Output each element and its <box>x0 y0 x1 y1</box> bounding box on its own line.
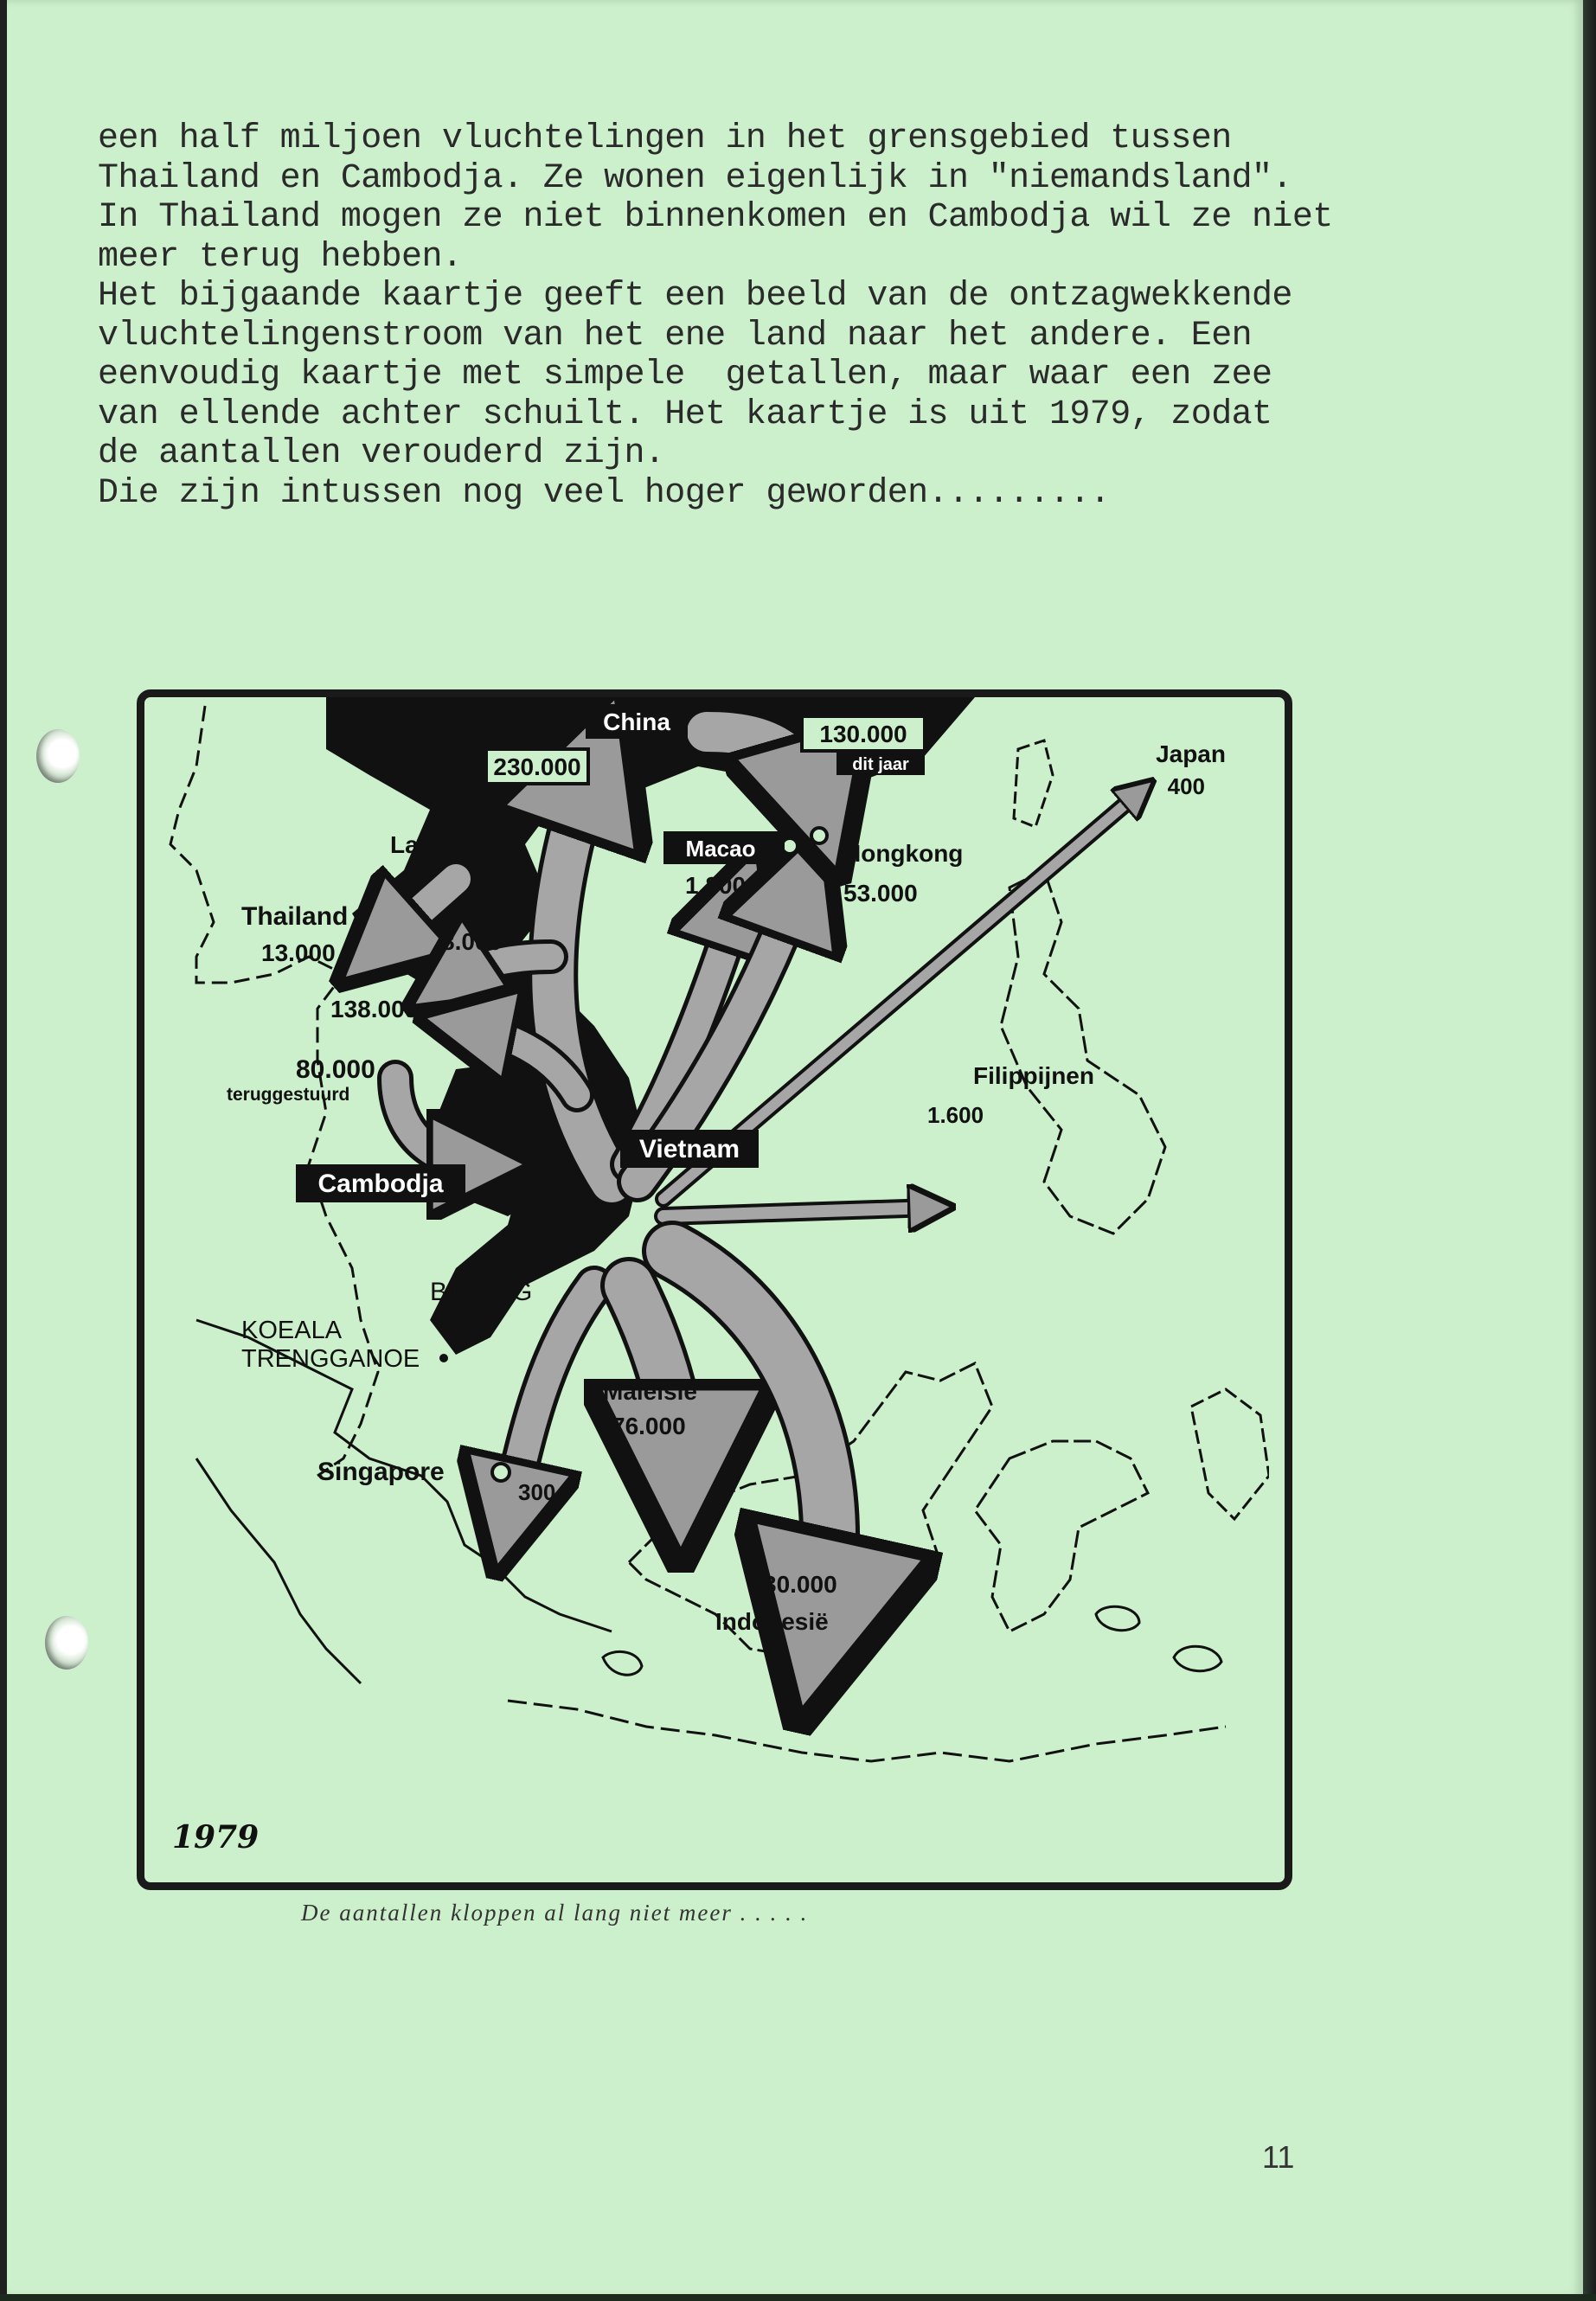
trengganoe-marker <box>439 1354 448 1362</box>
page-edge-bottom <box>0 2294 1596 2301</box>
map-svg <box>144 697 1269 1867</box>
coastline-sumatra <box>196 1458 361 1683</box>
china-label: China <box>603 708 670 735</box>
indonesie-label: Indonesië <box>715 1608 829 1635</box>
text-line: een half miljoen vluchtelingen in het grensgebied tussen <box>98 119 1232 158</box>
hongkong-label: Hongkong <box>843 840 964 867</box>
japan-label: Japan <box>1156 740 1226 767</box>
singapore-label: Singapore <box>317 1458 445 1486</box>
arrow-to-philippines <box>663 1208 932 1216</box>
refugee-map <box>137 689 1292 1890</box>
returned-label: teruggestuurd <box>227 1085 350 1105</box>
body-text <box>98 119 1378 513</box>
text-line: Thailand en Cambodja. Ze wonen eigenlijk in "niemandsland". <box>98 158 1292 198</box>
returned-count: 80.000 <box>296 1055 375 1084</box>
bidong-marker <box>469 1316 478 1324</box>
maleisie-count: 76.000 <box>612 1413 686 1439</box>
island-shape <box>603 1651 642 1675</box>
map-caption: De aantallen kloppen al lang niet meer . . . . . <box>301 1900 809 1926</box>
text-line: eenvoudig kaartje met simpele getallen, maar waar een zee <box>98 356 1272 394</box>
text-line: vluchtelingenstroom van het ene land naar het andere. Een <box>98 316 1253 356</box>
page-number: 11 <box>1262 2139 1295 2175</box>
text-line: meer terug hebben. <box>98 237 463 277</box>
hongkong-year-count: 130.000 <box>819 721 907 747</box>
thailand-count: 13.000 <box>261 939 336 966</box>
thailand-label: Thailand <box>241 902 349 931</box>
filippijnen-label: Filippijnen <box>973 1062 1094 1089</box>
coastline-java <box>508 1701 1226 1761</box>
trengganoe-label: TRENGGANOE <box>241 1345 420 1373</box>
macao-label: Macao <box>685 836 756 862</box>
macao-count: 1.800 <box>685 872 747 899</box>
punch-hole-bottom <box>45 1616 88 1670</box>
text-line: de aantallen verouderd zijn. <box>98 434 665 473</box>
vietnam-label: Vietnam <box>638 1135 740 1163</box>
japan-count: 400 <box>1167 773 1205 799</box>
island-shape <box>1174 1646 1221 1670</box>
cambodja-label: Cambodja <box>317 1170 444 1198</box>
text-line: Die zijn intussen nog veel hoger geworden......... <box>98 473 1111 513</box>
dit-jaar-label: dit jaar <box>852 755 909 774</box>
island-shape <box>1096 1606 1139 1630</box>
text-line: van ellende achter schuilt. Het kaartje is uit 1979, zodat <box>98 394 1272 434</box>
coastline-taiwan <box>1014 740 1053 827</box>
china-count: 230.000 <box>493 753 581 780</box>
hongkong-count: 53.000 <box>843 880 918 907</box>
text-line: Het bijgaande kaartje geeft een beeld van de ontzagwekkende <box>98 277 1292 316</box>
coastline-philippines <box>1001 870 1165 1234</box>
laos-label: Laos <box>390 831 447 858</box>
laos-count: 8.000 <box>441 928 503 955</box>
singapore-marker <box>492 1464 510 1481</box>
map-year: 1979 <box>172 1819 260 1856</box>
punch-hole-top <box>36 729 80 783</box>
singapore-count: 300 <box>518 1479 556 1505</box>
coastline-sulawesi <box>975 1441 1148 1631</box>
page <box>7 0 1583 2298</box>
hongkong-marker <box>811 828 827 843</box>
filippijnen-count: 1.600 <box>927 1102 984 1128</box>
indonesie-count: 30.000 <box>763 1571 837 1598</box>
page-edge-right <box>1583 0 1596 2301</box>
maleisie-label: Maleisië <box>603 1378 697 1405</box>
text-line: In Thailand mogen ze niet binnenkomen en Cambodja wil ze niet <box>98 198 1333 237</box>
cambodia-to-thai-count: 138.000 <box>330 996 419 1022</box>
coastline-newguinea <box>1191 1389 1269 1519</box>
bidong-label: BIDONG <box>430 1278 533 1306</box>
koeala-label: KOEALA <box>241 1317 343 1344</box>
